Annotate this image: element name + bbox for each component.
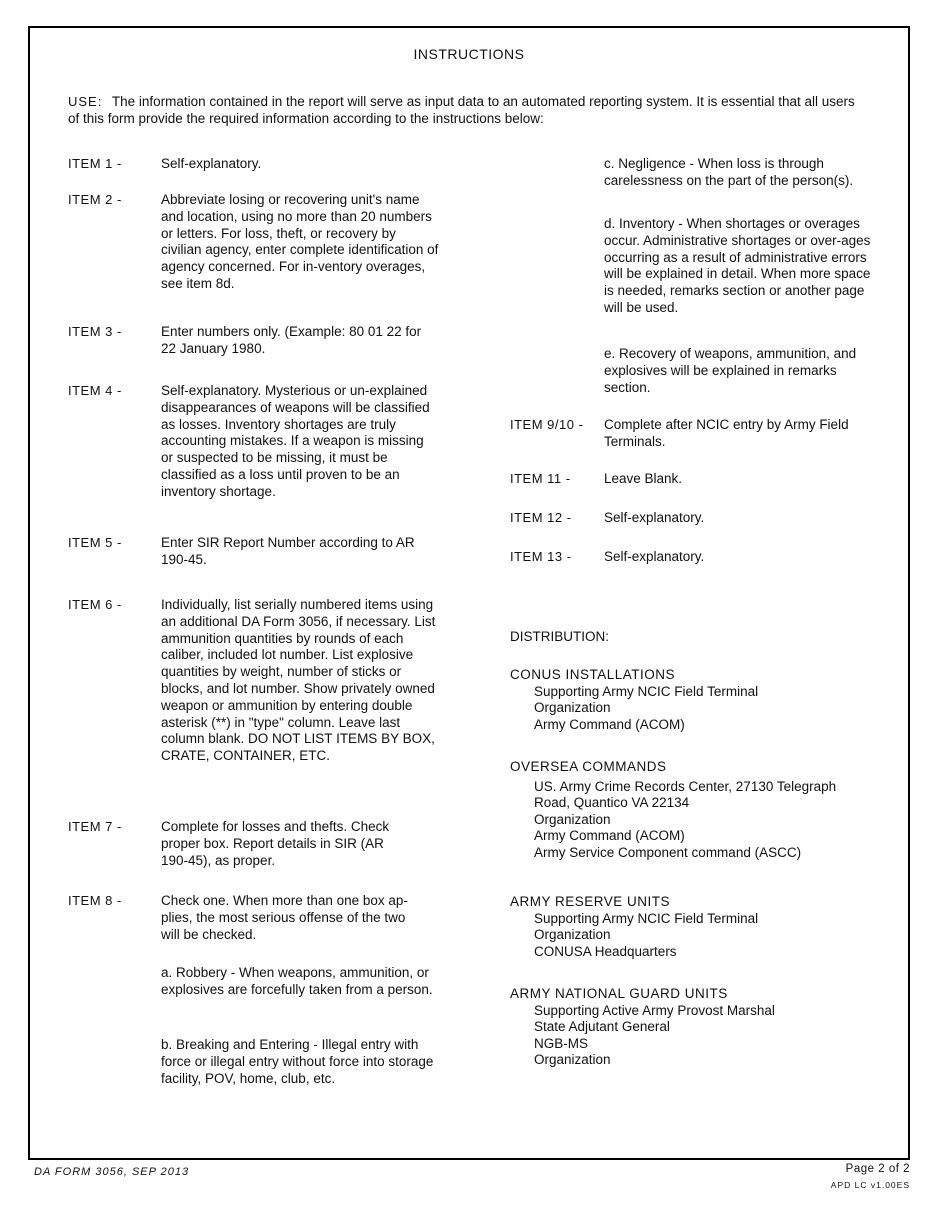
use-text: The information contained in the report will serve as input data to an automated reporting system. It is essential that all users of this form provide the required information according to the instructions below: — [68, 94, 855, 126]
use-label: USE: — [68, 94, 103, 109]
distribution-heading: DISTRIBUTION: — [510, 629, 610, 644]
item-text: Complete for losses and thefts. Check proper box. Report details in SIR (AR 190-45), as proper. — [161, 819, 390, 868]
item-text: Individually, list serially numbered items using an additional DA Form 3056, if necessary. List ammunition quantities by rounds of each caliber, included lot number. List explosive quantities by weight, number of sticks or blocks, and lot number. Show privately owned weapon or ammunition by entering double asterisk (**) in "type" column. Leave last column blank. DO NOT LIST ITEMS BY BOX, CRATE, CONTAINER, ETC. — [161, 597, 436, 764]
distribution-line: Army Command (ACOM) — [534, 716, 685, 732]
item-label: ITEM 2 - — [68, 192, 122, 207]
form-frame — [28, 26, 910, 1160]
item-label: ITEM 1 - — [68, 156, 122, 171]
distribution-line: Supporting Active Army Provost Marshal — [534, 1002, 775, 1018]
use-paragraph — [68, 94, 868, 127]
item-text: Enter SIR Report Number according to AR 190-45. — [161, 535, 415, 567]
distribution-group-head: CONUS INSTALLATIONS — [510, 667, 676, 682]
page-number: Page 2 of 2 — [845, 1163, 910, 1175]
distribution-line: Road, Quantico VA 22134 — [534, 795, 690, 810]
page-title: INSTRUCTIONS — [413, 46, 525, 62]
item-text: Self-explanatory. — [161, 156, 262, 171]
distribution-group-head: ARMY NATIONAL GUARD UNITS — [510, 986, 728, 1001]
item-label: ITEM 12 - — [510, 510, 572, 525]
distribution-group-head: OVERSEA COMMANDS — [510, 759, 667, 774]
distribution-line: Organization — [534, 1052, 611, 1067]
item-text: Self-explanatory. — [604, 510, 705, 525]
item-label: ITEM 11 - — [510, 471, 571, 486]
distribution-group-reserve — [510, 894, 890, 960]
distribution-line: Supporting Army NCIC Field Terminal — [534, 683, 759, 699]
item-label: ITEM 13 - — [510, 549, 572, 564]
version-code: APD LC v1.00ES — [830, 1180, 910, 1190]
item-text: Abbreviate losing or recovering unit's name and location, using no more than 20 numbers or letters. For loss, theft, or recovery by civilian agency, enter complete identification of agency concerned. For in-ventory overages, see item 8d. — [161, 192, 439, 291]
distribution-line: Organization — [534, 927, 611, 942]
item-label: ITEM 4 - — [68, 383, 122, 398]
item-text: Self-explanatory. Mysterious or un-explained disappearances of weapons will be classified as losses. Inventory shortages are truly accounting mistakes. If a weapon is missing or suspected to be missing, it must be classified as a loss until proven to be an inventory shortage. — [161, 383, 430, 499]
item-label: ITEM 8 - — [68, 893, 122, 908]
item-8c: c. Negligence - When loss is through carelessness on the part of the person(s). — [604, 156, 854, 188]
item-label: ITEM 5 - — [68, 535, 122, 550]
distribution-line: US. Army Crime Records Center, 27130 Telegraph — [534, 778, 837, 794]
item-text: Complete after NCIC entry by Army Field Terminals. — [604, 417, 849, 449]
distribution-line: Supporting Army NCIC Field Terminal — [534, 910, 759, 926]
distribution-line: Army Service Component command (ASCC) — [534, 844, 802, 860]
distribution-line: Army Command (ACOM) — [534, 828, 685, 843]
form-number: DA FORM 3056, SEP 2013 — [34, 1166, 190, 1178]
distribution-group-conus — [510, 667, 890, 733]
distribution-group-head: ARMY RESERVE UNITS — [510, 894, 671, 909]
distribution-group-oversea — [510, 759, 890, 861]
distribution-line: Organization — [534, 700, 611, 715]
item-label: ITEM 6 - — [68, 597, 122, 612]
item-label: ITEM 7 - — [68, 819, 122, 834]
item-text: Check one. When more than one box ap-plies, the most serious offense of the two will be checked. — [161, 893, 408, 942]
distribution-group-guard — [510, 986, 890, 1069]
distribution-line: NGB-MS — [534, 1035, 588, 1051]
distribution-line: State Adjutant General — [534, 1019, 670, 1034]
distribution-line: CONUSA Headquarters — [534, 943, 677, 959]
item-8e: e. Recovery of weapons, ammunition, and explosives will be explained in remarks section. — [604, 346, 857, 395]
item-text: Leave Blank. — [604, 471, 683, 486]
item-text: Enter numbers only. (Example: 80 01 22 for 22 January 1980. — [161, 324, 422, 356]
item-8d: d. Inventory - When shortages or overages occur. Administrative shortages or over-ages occurring as a result of administrative errors will be explained in detail. When more space is needed, remarks section or another page will be used. — [604, 216, 871, 315]
item-label: ITEM 3 - — [68, 324, 122, 339]
item-text: Self-explanatory. — [604, 549, 705, 564]
item-8a: a. Robbery - When weapons, ammunition, or explosives are forcefully taken from a person. — [161, 965, 433, 997]
distribution-line: Organization — [534, 811, 611, 827]
item-label: ITEM 9/10 - — [510, 417, 584, 432]
item-8b: b. Breaking and Entering - Illegal entry with force or illegal entry without force into storage facility, POV, home, club, etc. — [161, 1037, 434, 1086]
